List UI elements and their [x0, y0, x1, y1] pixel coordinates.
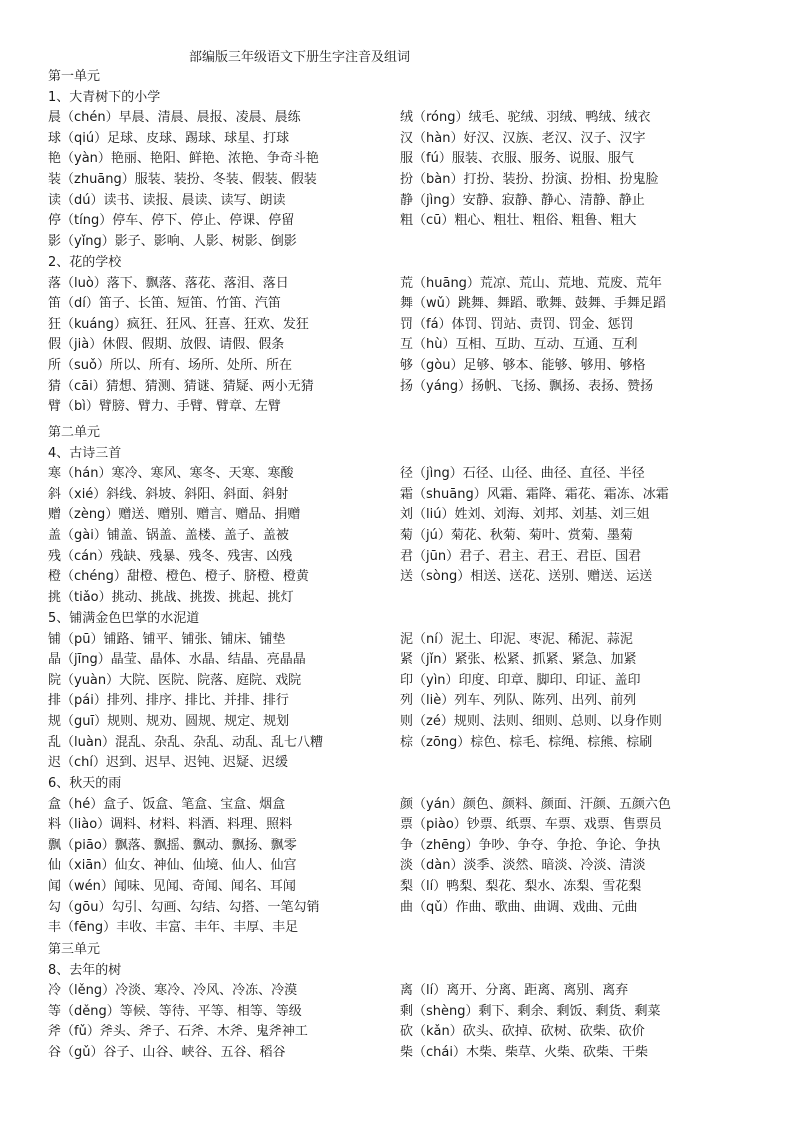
word-rows: [0, 108, 793, 252]
word-row: [0, 712, 793, 733]
word-row: [0, 650, 793, 671]
unit-heading: 第三单元: [48, 942, 101, 957]
section-1: [0, 67, 793, 252]
word-entry-left: 读（dú）读书、读报、晨读、读写、朗读: [48, 192, 286, 208]
word-entry-right: 紧（jǐn）紧张、松紧、抓紧、紧急、加紧: [400, 652, 637, 668]
word-entry-left: 规（guī）规则、规劝、圆规、规定、规划: [48, 713, 290, 729]
word-entry-left: 斧（fǔ）斧头、斧子、石斧、木斧、鬼斧神工: [48, 1024, 308, 1040]
word-row: [0, 588, 793, 609]
word-row: [0, 753, 793, 774]
word-entry-right: 静（jìng）安静、寂静、静心、清静、静止: [400, 192, 645, 208]
word-row: [0, 877, 793, 898]
word-row: [0, 856, 793, 877]
word-row: [0, 129, 793, 150]
word-entry-right: 够（gòu）足够、够本、能够、够用、够格: [400, 357, 646, 373]
word-entry-left: 谷（gǔ）谷子、山谷、峡谷、五谷、稻谷: [48, 1044, 286, 1060]
word-entry-left: 装（zhuāng）服装、装扮、冬装、假装、假装: [48, 171, 317, 187]
word-rows: [0, 274, 793, 418]
word-entry-right: 汉（hàn）好汉、汉族、老汉、汉子、汉字: [400, 130, 646, 146]
word-entry-left: 晶（jīng）晶莹、晶体、水晶、结晶、亮晶晶: [48, 652, 306, 668]
word-entry-left: 艳（yàn）艳丽、艳阳、鲜艳、浓艳、争奇斗艳: [48, 151, 319, 167]
word-entry-right: 砍（kǎn）砍头、砍掉、砍树、砍柴、砍价: [400, 1024, 645, 1040]
word-entry-left: 迟（chí）迟到、迟早、迟钝、迟疑、迟缓: [48, 755, 288, 771]
word-entry-right: 则（zé）规则、法则、细则、总则、以身作则: [400, 713, 662, 729]
word-row: [0, 671, 793, 692]
word-entry-left: 盒（hé）盒子、饭盒、笔盒、宝盒、烟盒: [48, 796, 286, 812]
word-entry-right: 罚（fá）体罚、罚站、责罚、罚金、惩罚: [400, 316, 634, 332]
word-entry-left: 橙（chéng）甜橙、橙色、橙子、脐橙、橙黄: [48, 569, 309, 585]
word-entry-right: 扮（bàn）打扮、装扮、扮演、扮相、扮鬼脸: [400, 171, 659, 187]
word-row: [0, 733, 793, 754]
lesson-heading: 2、花的学校: [48, 255, 122, 270]
word-entry-left: 残（cán）残缺、残暴、残冬、残害、凶残: [48, 548, 293, 564]
document-title: 部编版三年级语文下册生字注音及组词: [189, 50, 411, 65]
word-row: [0, 377, 793, 398]
word-row: [0, 170, 793, 191]
word-entry-left: 料（liào）调料、材料、料酒、料理、照料: [48, 817, 293, 833]
word-entry-right: 刘（liú）姓刘、刘海、刘邦、刘基、刘三姐: [400, 507, 650, 523]
word-entry-right: 争（zhēng）争吵、争夺、争抢、争论、争执: [400, 837, 661, 853]
word-entry-left: 铺（pū）铺路、铺平、铺张、铺床、铺垫: [48, 631, 286, 647]
section-4: [0, 609, 793, 774]
word-entry-left: 猜（cāi）猜想、猜测、猜谜、猜疑、两小无猜: [48, 378, 314, 394]
lesson-heading: 1、大青树下的小学: [48, 89, 161, 105]
word-row: [0, 630, 793, 651]
word-row: [0, 691, 793, 712]
word-row: [0, 815, 793, 836]
word-entry-right: 舞（wǔ）跳舞、舞蹈、歌舞、鼓舞、手舞足蹈: [400, 296, 666, 312]
word-entry-right: 荒（huāng）荒凉、荒山、荒地、荒废、荒年: [400, 275, 662, 291]
word-entry-left: 晨（chén）早晨、清晨、晨报、凌晨、晨练: [48, 110, 301, 126]
word-row: [0, 464, 793, 485]
word-entry-right: 服（fú）服装、衣服、服务、说服、服气: [400, 151, 634, 167]
word-entry-right: 霜（shuāng）风霜、霜降、霜花、霜冻、冰霜: [400, 486, 669, 502]
word-entry-right: 离（lí）离开、分离、距离、离别、离弃: [400, 983, 629, 999]
word-row: [0, 191, 793, 212]
word-row: [0, 526, 793, 547]
word-entry-right: 曲（qǔ）作曲、歌曲、曲调、戏曲、元曲: [400, 899, 638, 915]
word-entry-left: 飘（piāo）飘落、飘摇、飘动、飘扬、飘零: [48, 837, 297, 853]
word-row: [0, 567, 793, 588]
word-entry-left: 停（tíng）停车、停下、停止、停课、停留: [48, 213, 295, 229]
word-row: [0, 274, 793, 295]
word-entry-right: 列（liè）列车、列队、陈列、出列、前列: [400, 693, 637, 709]
word-entry-right: 印（yìn）印度、印章、脚印、印证、盖印: [400, 672, 641, 688]
word-entry-right: 剩（shèng）剩下、剩余、剩饭、剩货、剩菜: [400, 1003, 661, 1019]
word-row: [0, 211, 793, 232]
word-entry-left: 乱（luàn）混乱、杂乱、杂乱、动乱、乱七八糟: [48, 734, 324, 750]
word-row: [0, 898, 793, 919]
lesson-heading: 5、铺满金色巴掌的水泥道: [48, 611, 200, 626]
word-row: [0, 1002, 793, 1023]
word-row: [0, 335, 793, 356]
unit-heading: 第二单元: [48, 425, 101, 440]
word-entry-right: 菊（jú）菊花、秋菊、菊叶、赏菊、墨菊: [400, 527, 633, 543]
word-entry-right: 径（jìng）石径、山径、曲径、直径、半径: [400, 466, 645, 482]
lesson-heading: 8、去年的树: [48, 962, 122, 978]
word-entry-left: 勾（gōu）勾引、勾画、勾结、勾搭、一笔勾销: [48, 899, 320, 915]
word-entry-right: 柴（chái）木柴、柴草、火柴、砍柴、干柴: [400, 1044, 648, 1060]
word-rows: [0, 630, 793, 774]
word-row: [0, 1043, 793, 1064]
word-entry-left: 落（luò）落下、飘落、落花、落泪、落日: [48, 275, 289, 291]
word-rows: [0, 981, 793, 1063]
word-rows: [0, 795, 793, 939]
word-entry-left: 臂（bì）臂膀、臂力、手臂、臂章、左臂: [48, 399, 281, 415]
word-entry-right: 互（hù）互相、互助、互动、互通、互利: [400, 337, 638, 353]
word-row: [0, 918, 793, 939]
word-entry-left: 所（suǒ）所以、所有、场所、处所、所在: [48, 357, 292, 373]
word-rows: [0, 464, 793, 608]
word-entry-left: 球（qiú）足球、皮球、踢球、球星、打球: [48, 130, 290, 146]
word-entry-right: 票（piào）钞票、纸票、车票、戏票、售票员: [400, 817, 662, 833]
word-row: [0, 836, 793, 857]
word-entry-left: 寒（hán）寒冷、寒风、寒冬、天寒、寒酸: [48, 466, 294, 482]
word-entry-left: 院（yuàn）大院、医院、院落、庭院、戏院: [48, 672, 302, 688]
word-entry-right: 泥（ní）泥土、印泥、枣泥、稀泥、蒜泥: [400, 631, 633, 647]
word-entry-right: 棕（zōng）棕色、棕毛、棕绳、棕熊、棕刷: [400, 734, 653, 750]
word-entry-right: 颜（yán）颜色、颜料、颜面、汗颜、五颜六色: [400, 796, 671, 812]
word-entry-right: 淡（dàn）淡季、淡然、暗淡、冷淡、清淡: [400, 858, 646, 874]
word-row: [0, 108, 793, 129]
unit-heading: 第一单元: [48, 69, 101, 84]
word-row: [0, 981, 793, 1002]
word-entry-left: 闻（wén）闻味、见闻、奇闻、闻名、耳闻: [48, 878, 296, 894]
word-row: [0, 547, 793, 568]
word-row: [0, 795, 793, 816]
word-row: [0, 294, 793, 315]
word-row: [0, 356, 793, 377]
word-entry-left: 排（pái）排列、排序、排比、并排、排行: [48, 693, 289, 709]
word-entry-left: 影（yǐng）影子、影响、人影、树影、倒影: [48, 233, 297, 249]
word-entry-left: 盖（gài）铺盖、锅盖、盖楼、盖子、盖被: [48, 527, 289, 543]
word-entry-right: 粗（cū）粗心、粗壮、粗俗、粗鲁、粗大: [400, 213, 637, 229]
section-5: [0, 774, 793, 939]
word-entry-left: 假（jià）休假、假期、放假、请假、假条: [48, 337, 285, 353]
word-entry-left: 挑（tiǎo）挑动、挑战、挑拨、挑起、挑灯: [48, 589, 294, 605]
word-row: [0, 485, 793, 506]
section-3: [0, 423, 793, 608]
word-row: [0, 149, 793, 170]
word-entry-right: 送（sòng）相送、送花、送别、赠送、运送: [400, 569, 653, 585]
lesson-heading: 4、古诗三首: [48, 445, 122, 461]
word-entry-right: 君（jūn）君子、君主、君王、君臣、国君: [400, 548, 642, 564]
word-row: [0, 232, 793, 253]
word-entry-left: 赠（zèng）赠送、赠别、赠言、赠品、捐赠: [48, 507, 301, 523]
word-entry-right: 梨（lí）鸭梨、梨花、梨水、冻梨、雪花梨: [400, 878, 642, 894]
word-entry-left: 等（děng）等候、等待、平等、相等、等级: [48, 1003, 302, 1019]
word-entry-left: 仙（xiān）仙女、神仙、仙境、仙人、仙宫: [48, 858, 297, 874]
word-row: [0, 505, 793, 526]
word-entry-right: 扬（yáng）扬帆、飞扬、飘扬、表扬、赞扬: [400, 378, 654, 394]
word-entry-left: 笛（dí）笛子、长笛、短笛、竹笛、汽笛: [48, 296, 281, 312]
word-row: [0, 397, 793, 418]
section-2: [0, 253, 793, 418]
section-6: [0, 940, 793, 1064]
word-row: [0, 1022, 793, 1043]
word-entry-right: 绒（róng）绒毛、驼绒、羽绒、鸭绒、绒衣: [400, 110, 651, 126]
word-entry-left: 斜（xié）斜线、斜坡、斜阳、斜面、斜射: [48, 486, 289, 502]
word-entry-left: 冷（lěng）冷淡、寒冷、冷风、冷冻、冷漠: [48, 983, 298, 999]
word-entry-left: 狂（kuáng）疯狂、狂风、狂喜、狂欢、发狂: [48, 316, 309, 332]
word-entry-left: 丰（fēng）丰收、丰富、丰年、丰厚、丰足: [48, 920, 299, 936]
word-row: [0, 315, 793, 336]
lesson-heading: 6、秋天的雨: [48, 776, 122, 791]
